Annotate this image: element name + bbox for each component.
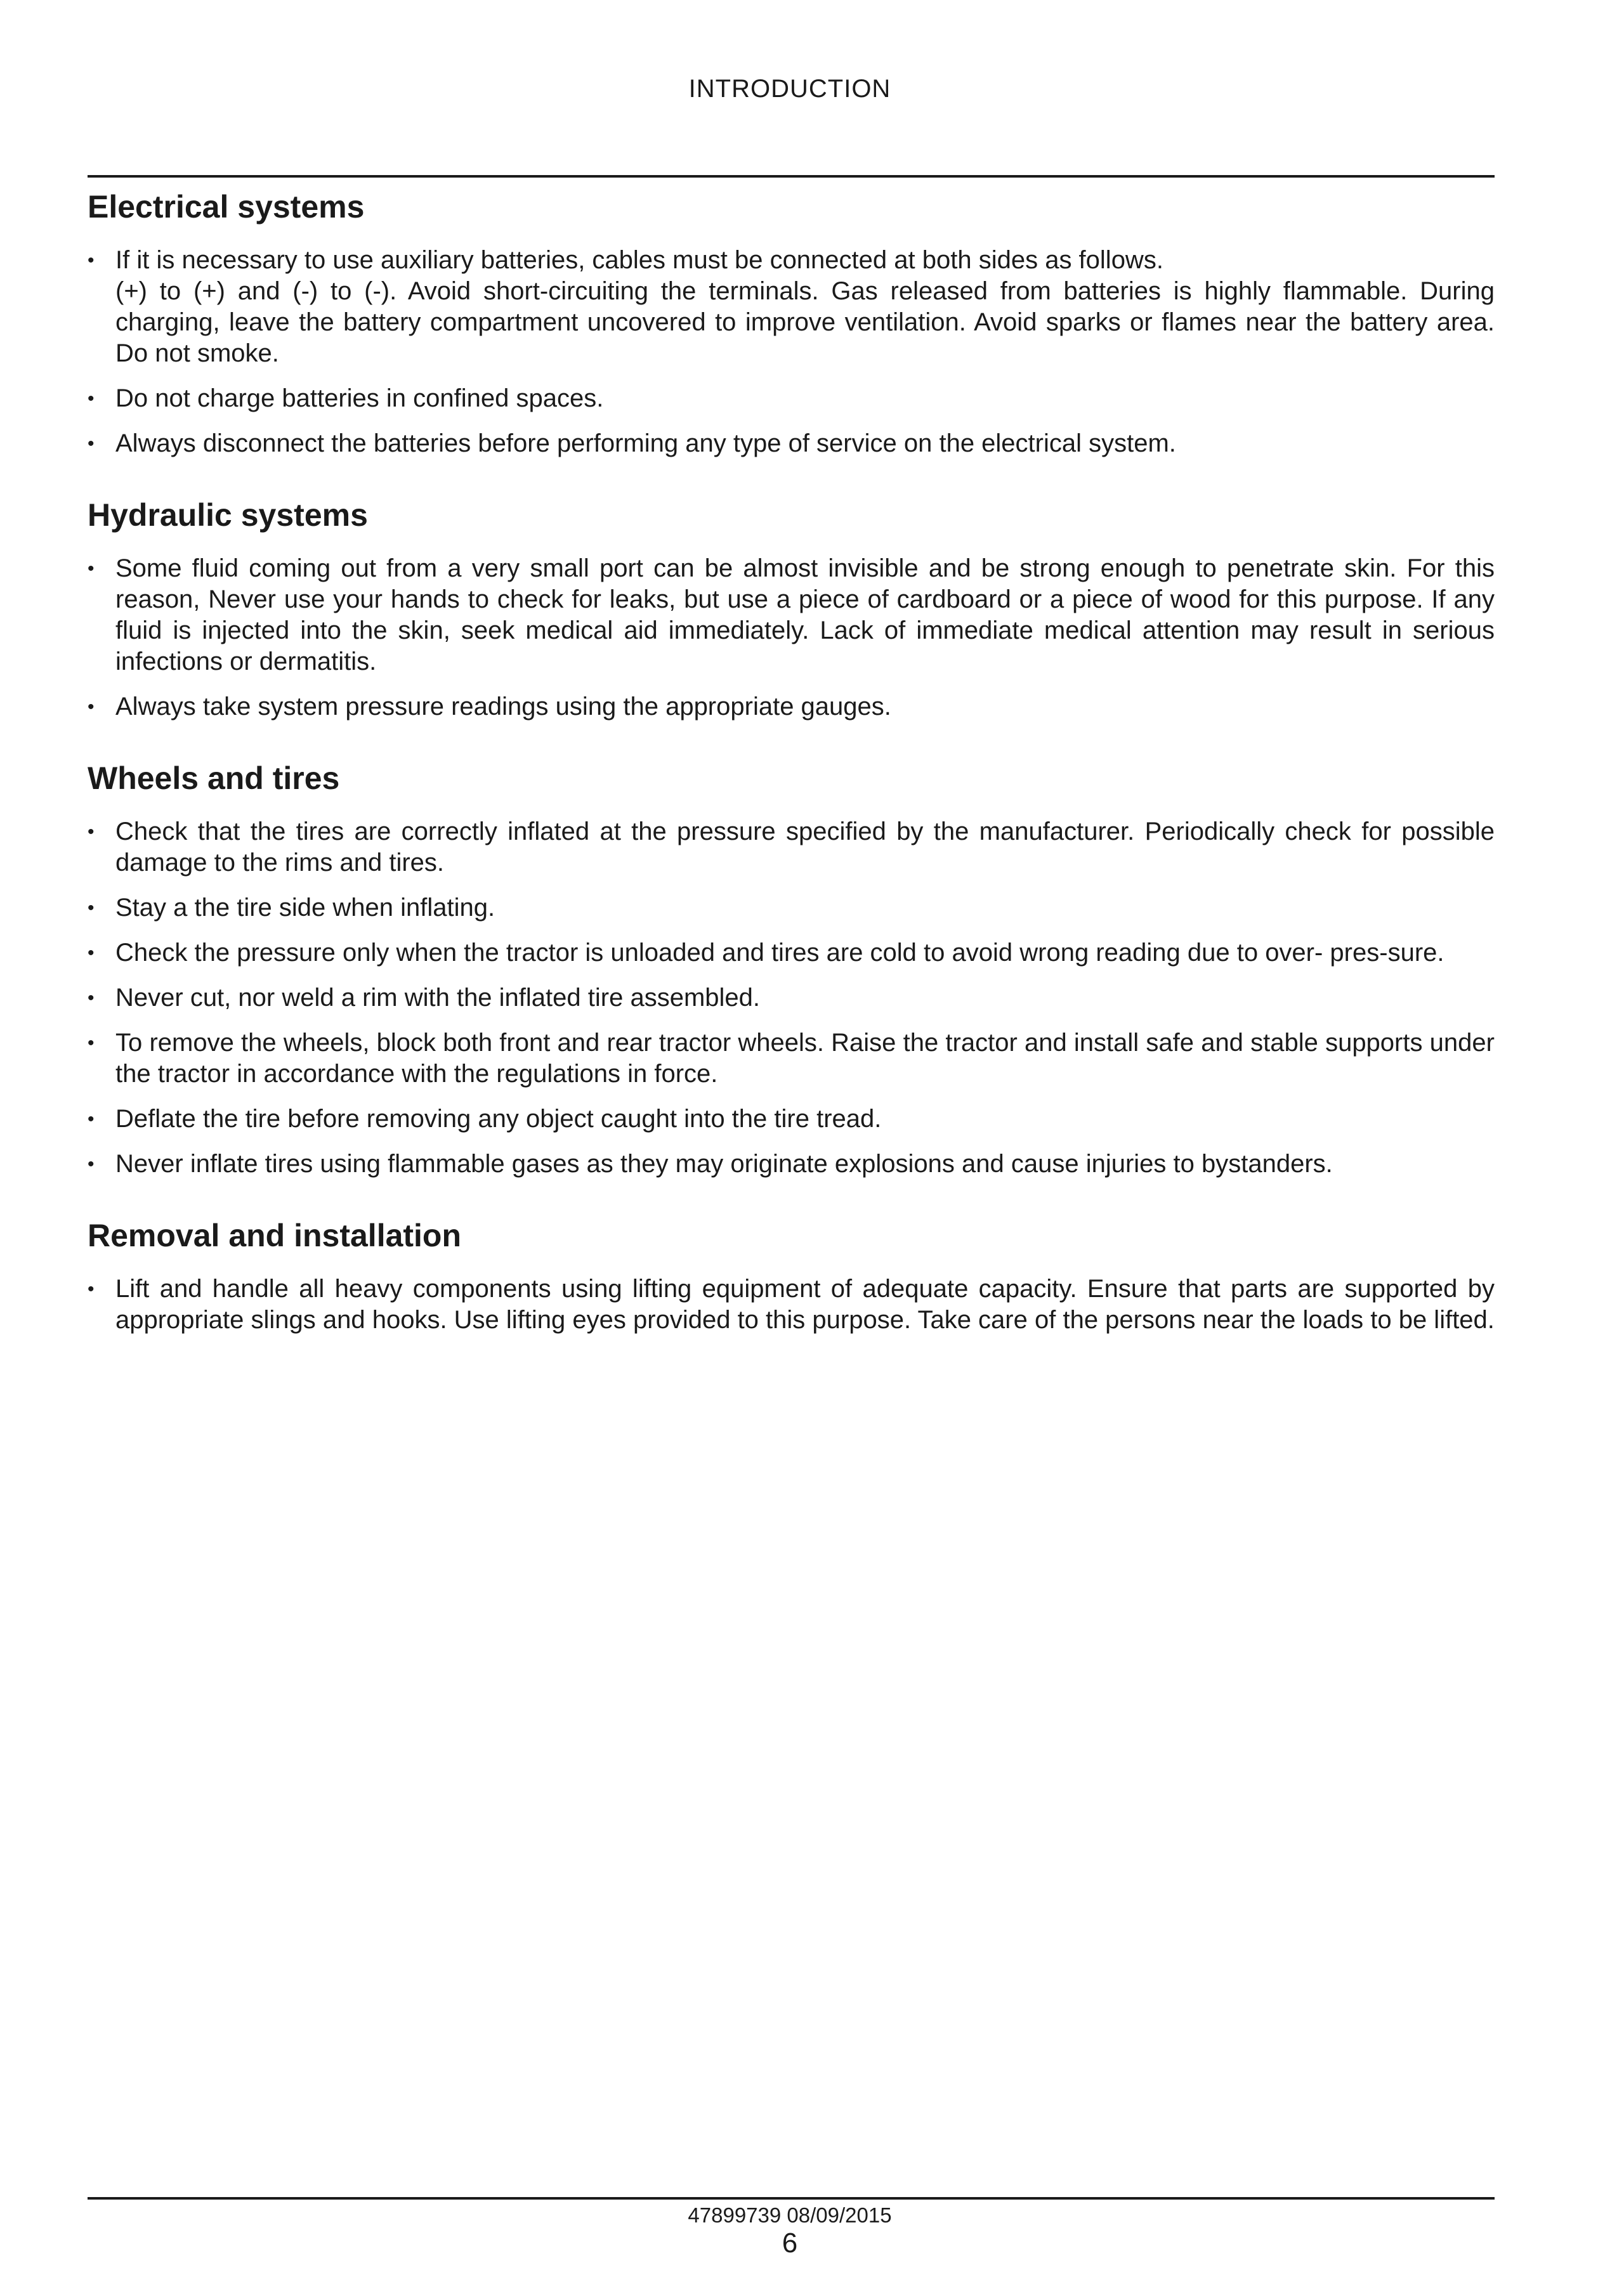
list-item: [88, 245, 1495, 369]
section-removal-and-installation: [88, 1216, 1495, 1336]
list-item: [88, 553, 1495, 677]
footer-page-number: 6: [782, 2228, 798, 2259]
bullet-list: [88, 1274, 1495, 1336]
bullet-list: [88, 245, 1495, 459]
list-item: [88, 1149, 1495, 1180]
list-item: [88, 1027, 1495, 1090]
list-item-text: • To remove the wheels, block both front and rear tractor wheels. Raise the tractor and install safe and stable supports under the tractor in accordance with the regulations in force.: [115, 1029, 1495, 1088]
list-item: [88, 892, 1495, 923]
header-divider: [88, 175, 1495, 178]
list-item-text: • Never inflate tires using flammable gases as they may originate explosions and cause injuries to bystanders.: [115, 1150, 1333, 1178]
list-item-text: • Check the pressure only when the tractor is unloaded and tires are cold to avoid wrong reading due to over- pres-sure.: [115, 939, 1444, 967]
footer-divider: [88, 2197, 1495, 2200]
list-item: [88, 428, 1495, 459]
list-item-text: • Deflate the tire before removing any object caught into the tire tread.: [115, 1105, 882, 1133]
list-item-text: • Always disconnect the batteries before performing any type of service on the electrical system.: [115, 429, 1176, 457]
list-item-text: • Some fluid coming out from a very small port can be almost invisible and be strong enough to penetrate skin. For this reason, Never use your hands to check for leaks, but use a piece of cardboard or a piece of wood for this purpose. If any fluid is injected into the skin, seek medical aid immediately. Lack of immediate medical attention may result in serious infections or dermatitis.: [115, 554, 1495, 675]
section-heading: Hydraulic systems: [88, 497, 368, 533]
list-item-text: • Always take system pressure readings using the appropriate gauges.: [115, 693, 891, 721]
section-heading: Wheels and tires: [88, 760, 340, 796]
document-body: [88, 188, 1495, 1373]
page-header-title: INTRODUCTION: [688, 75, 891, 103]
list-item: [88, 937, 1495, 969]
list-item: [88, 816, 1495, 878]
list-item: [88, 1104, 1495, 1135]
bullet-list: [88, 553, 1495, 722]
list-item-text: • If it is necessary to use auxiliary batteries, cables must be connected at both sides as follows. (+) to (+) and (-) to (-). Avoid short-circuiting the terminals. Gas released from batteries is highly flammable. During charging, leave the battery compartment uncovered to improve ventilation. Avoid sparks or flames near the battery area. Do not smoke.: [115, 246, 1495, 367]
list-item-text: • Stay a the tire side when inflating.: [115, 894, 495, 922]
list-item: [88, 1274, 1495, 1336]
bullet-list: [88, 816, 1495, 1180]
list-item-text: • Never cut, nor weld a rim with the inflated tire assembled.: [115, 984, 760, 1012]
list-item-text: • Check that the tires are correctly inflated at the pressure specified by the manufacturer. Periodically check for possible damage to the rims and tires.: [115, 818, 1495, 877]
footer-document-reference: 47899739 08/09/2015: [688, 2203, 892, 2227]
list-item-text: • Lift and handle all heavy components using lifting equipment of adequate capacity. Ensure that parts are supported by appropriate slings and hooks. Use lifting eyes provided to this purpose. Take care of the persons near the loads to be lifted.: [115, 1275, 1495, 1334]
section-electrical-systems: [88, 188, 1495, 459]
section-heading: Electrical systems: [88, 189, 365, 225]
list-item: [88, 691, 1495, 722]
list-item-text: • Do not charge batteries in confined spaces.: [115, 384, 604, 412]
section-wheels-and-tires: [88, 759, 1495, 1180]
list-item: [88, 982, 1495, 1014]
section-hydraulic-systems: [88, 496, 1495, 722]
list-item: [88, 383, 1495, 414]
section-heading: Removal and installation: [88, 1218, 462, 1253]
